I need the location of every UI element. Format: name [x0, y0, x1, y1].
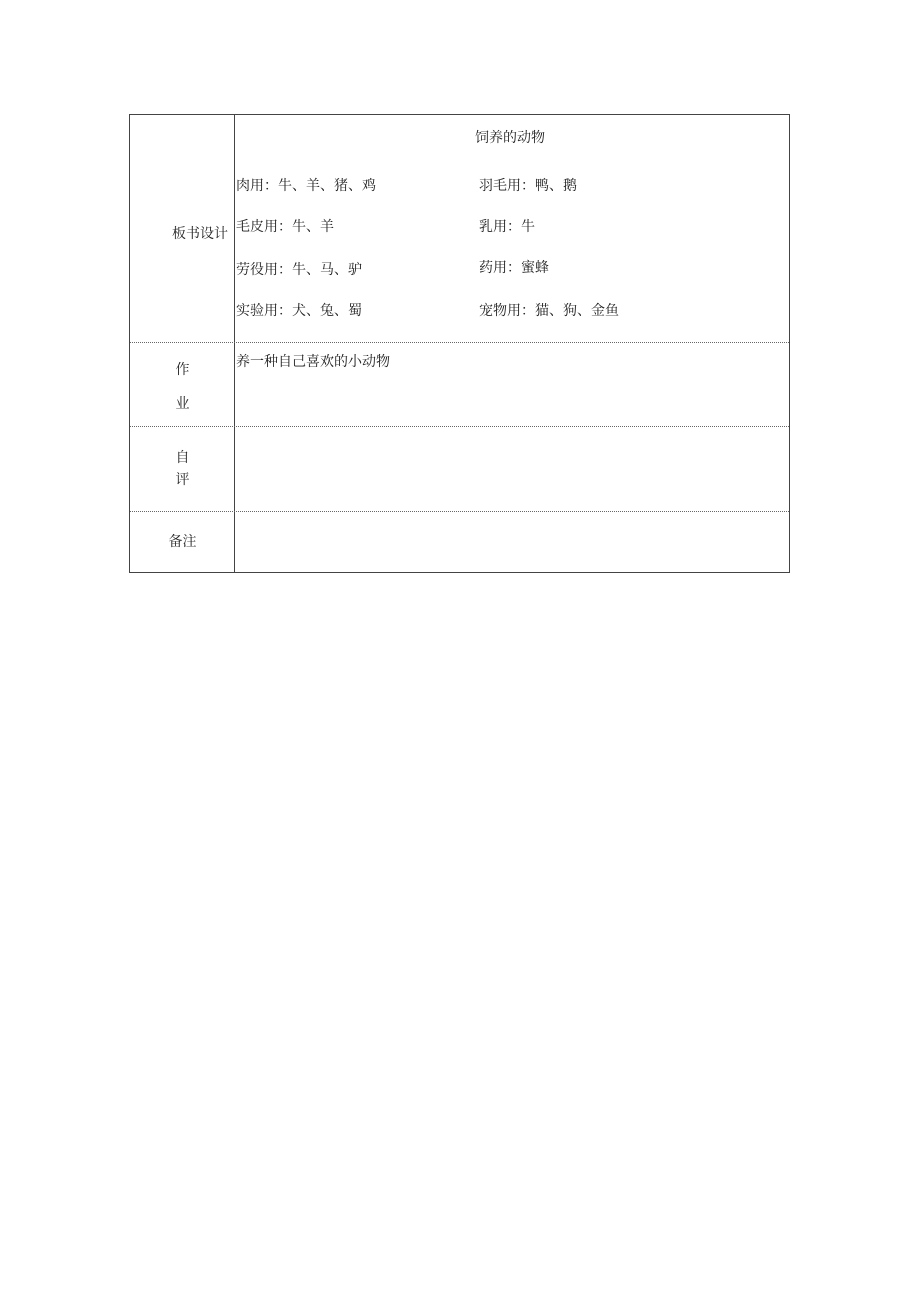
homework-label-cell [130, 343, 235, 426]
board-item-experiment: 实验用：犬、兔、蜀 [236, 303, 362, 319]
board-item-fur: 毛皮用：牛、羊 [236, 219, 334, 235]
remarks-label-cell [130, 512, 235, 572]
board-design-label-cell [130, 115, 235, 342]
board-design-content-cell [235, 115, 789, 342]
homework-label-char-1: 作 [175, 362, 190, 378]
self-evaluation-label-char-1: 自 [175, 450, 190, 466]
lesson-plan-table [129, 114, 790, 573]
homework-content-cell [235, 343, 789, 426]
remarks-label: 备注 [168, 534, 197, 550]
self-evaluation-row [130, 426, 789, 511]
homework-content: 养一种自己喜欢的小动物 [236, 354, 390, 370]
board-design-row [130, 115, 789, 342]
self-evaluation-content-cell [235, 427, 789, 511]
board-design-label: 板书设计 [172, 226, 228, 242]
self-evaluation-label-cell [130, 427, 235, 511]
remarks-row [130, 511, 789, 572]
board-item-medicine: 药用：蜜蜂 [479, 260, 549, 276]
board-design-title: 饲养的动物 [475, 130, 545, 146]
board-item-meat: 肉用：牛、羊、猪、鸡 [236, 178, 376, 194]
board-item-milk: 乳用：牛 [479, 219, 535, 235]
remarks-content-cell [235, 512, 789, 572]
board-item-pet: 宠物用：猫、狗、金鱼 [479, 303, 619, 319]
self-evaluation-label-char-2: 评 [175, 472, 190, 488]
homework-label-char-2: 业 [175, 396, 190, 412]
board-item-labor: 劳役用：牛、马、驴 [236, 262, 362, 278]
homework-row [130, 342, 789, 426]
board-item-feather: 羽毛用：鸭、鹅 [479, 178, 577, 194]
